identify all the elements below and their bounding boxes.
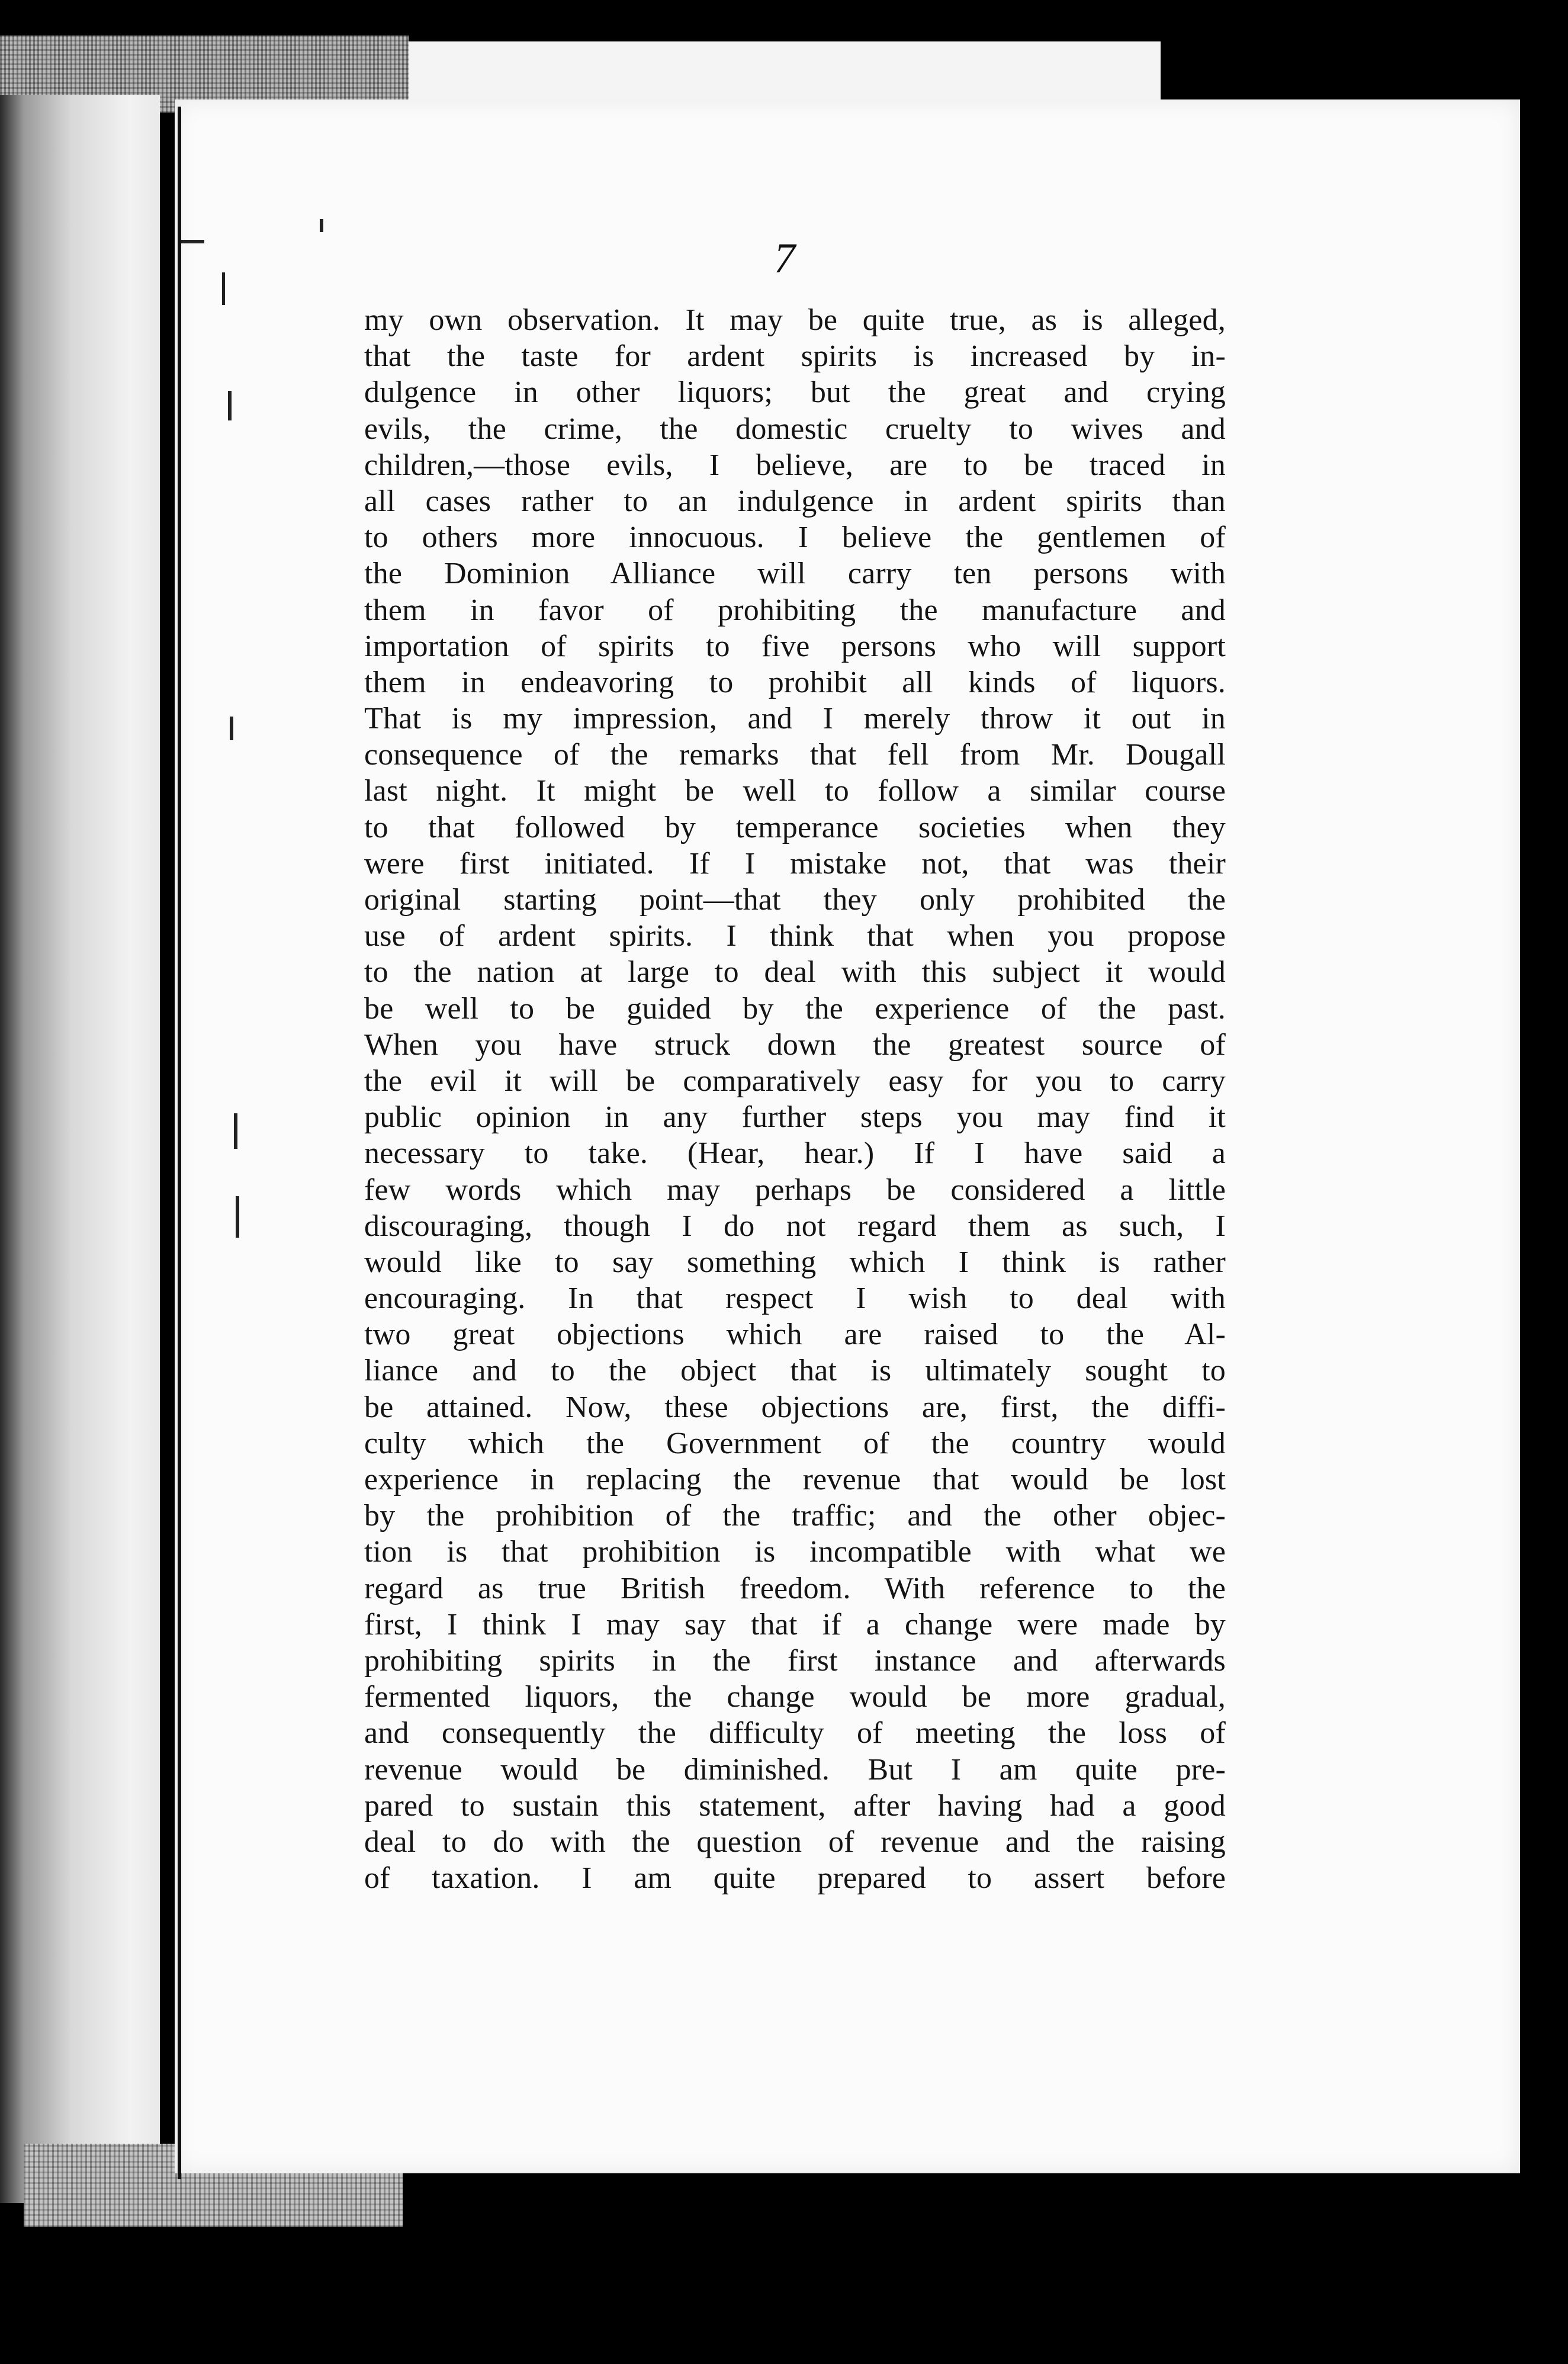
- text-line: culty which the Government of the country would: [364, 1426, 1226, 1460]
- text-line: deal to do with the question of revenue and the raising: [364, 1825, 1226, 1859]
- text-line: first, I think I may say that if a change were made by: [364, 1607, 1226, 1642]
- scan-mark: [228, 391, 232, 420]
- text-line: them in endeavoring to prohibit all kinds of liquors.: [364, 665, 1226, 699]
- text-line: necessary to take. (Hear, hear.) If I have said a: [364, 1136, 1226, 1171]
- scan-mark: [181, 240, 204, 243]
- text-line: original starting point—that they only prohibited the: [364, 883, 1226, 917]
- text-line: few words which may perhaps be considered a little: [364, 1173, 1226, 1207]
- text-line: regard as true British freedom. With reference to the: [364, 1571, 1226, 1605]
- scan-mark: [236, 1196, 239, 1238]
- text-line: revenue would be diminished. But I am quite pre-: [364, 1752, 1226, 1787]
- scan-mark: [230, 717, 233, 740]
- text-line: by the prohibition of the traffic; and the other objec-: [364, 1499, 1226, 1533]
- scan-mark: [222, 272, 225, 305]
- text-line: prohibiting spirits in the first instance and afterwards: [364, 1643, 1226, 1678]
- text-line: When you have struck down the greatest source of: [364, 1027, 1226, 1062]
- text-line: the evil it will be comparatively easy for you to carry: [364, 1064, 1226, 1098]
- text-line: were first initiated. If I mistake not, that was their: [364, 846, 1226, 881]
- text-line: dulgence in other liquors; but the great and crying: [364, 375, 1226, 410]
- text-line: all cases rather to an indulgence in ardent spirits than: [364, 484, 1226, 518]
- text-line: to others more innocuous. I believe the gentlemen of: [364, 521, 1226, 555]
- text-line: last night. It might be well to follow a similar course: [364, 774, 1226, 808]
- text-line: importation of spirits to five persons who will support: [364, 629, 1226, 663]
- text-line: public opinion in any further steps you may find it: [364, 1100, 1226, 1135]
- text-line: fermented liquors, the change would be more gradual,: [364, 1680, 1226, 1714]
- text-line: and consequently the difficulty of meeting the loss of: [364, 1716, 1226, 1750]
- text-line: to that followed by temperance societies when they: [364, 810, 1226, 844]
- text-line: of taxation. I am quite prepared to assert before: [364, 1861, 1226, 1896]
- text-line: be well to be guided by the experience of the past.: [364, 991, 1226, 1026]
- page-gutter-edge: [178, 107, 181, 2179]
- text-line: tion is that prohibition is incompatible with what we: [364, 1535, 1226, 1569]
- text-line: That is my impression, and I merely throw it out in: [364, 702, 1226, 736]
- text-line: the Dominion Alliance will carry ten persons with: [364, 557, 1226, 591]
- text-line: children,—those evils, I believe, are to be traced in: [364, 448, 1226, 482]
- text-line: use of ardent spirits. I think that when you propose: [364, 919, 1226, 953]
- text-line: encouraging. In that respect I wish to deal with: [364, 1281, 1226, 1316]
- text-line: pared to sustain this statement, after having had a good: [364, 1788, 1226, 1823]
- text-line: two great objections which are raised to the Al-: [364, 1318, 1226, 1352]
- body-text: [364, 302, 1226, 1896]
- text-line: my own observation. It may be quite true, as is alleged,: [364, 303, 1226, 337]
- text-line: to the nation at large to deal with this subject it would: [364, 955, 1226, 990]
- text-line: evils, the crime, the domestic cruelty to wives and: [364, 412, 1226, 446]
- text-line: would like to say something which I think is rather: [364, 1245, 1226, 1279]
- text-line: experience in replacing the revenue that would be lost: [364, 1463, 1226, 1496]
- text-line: consequence of the remarks that fell from Mr. Dougall: [364, 738, 1226, 772]
- text-line: liance and to the object that is ultimately sought to: [364, 1354, 1226, 1388]
- text-line: be attained. Now, these objections are, first, the diffi-: [364, 1390, 1226, 1424]
- scan-mark: [320, 219, 323, 232]
- left-facing-page: [0, 95, 160, 2203]
- text-line: them in favor of prohibiting the manufacture and: [364, 593, 1226, 627]
- text-line: that the taste for ardent spirits is increased by in-: [364, 339, 1226, 374]
- text-line: discouraging, though I do not regard them as such, I: [364, 1209, 1226, 1243]
- top-paper-slip: [409, 41, 1161, 107]
- scan-mark: [234, 1113, 237, 1149]
- page-number: 7: [774, 235, 795, 282]
